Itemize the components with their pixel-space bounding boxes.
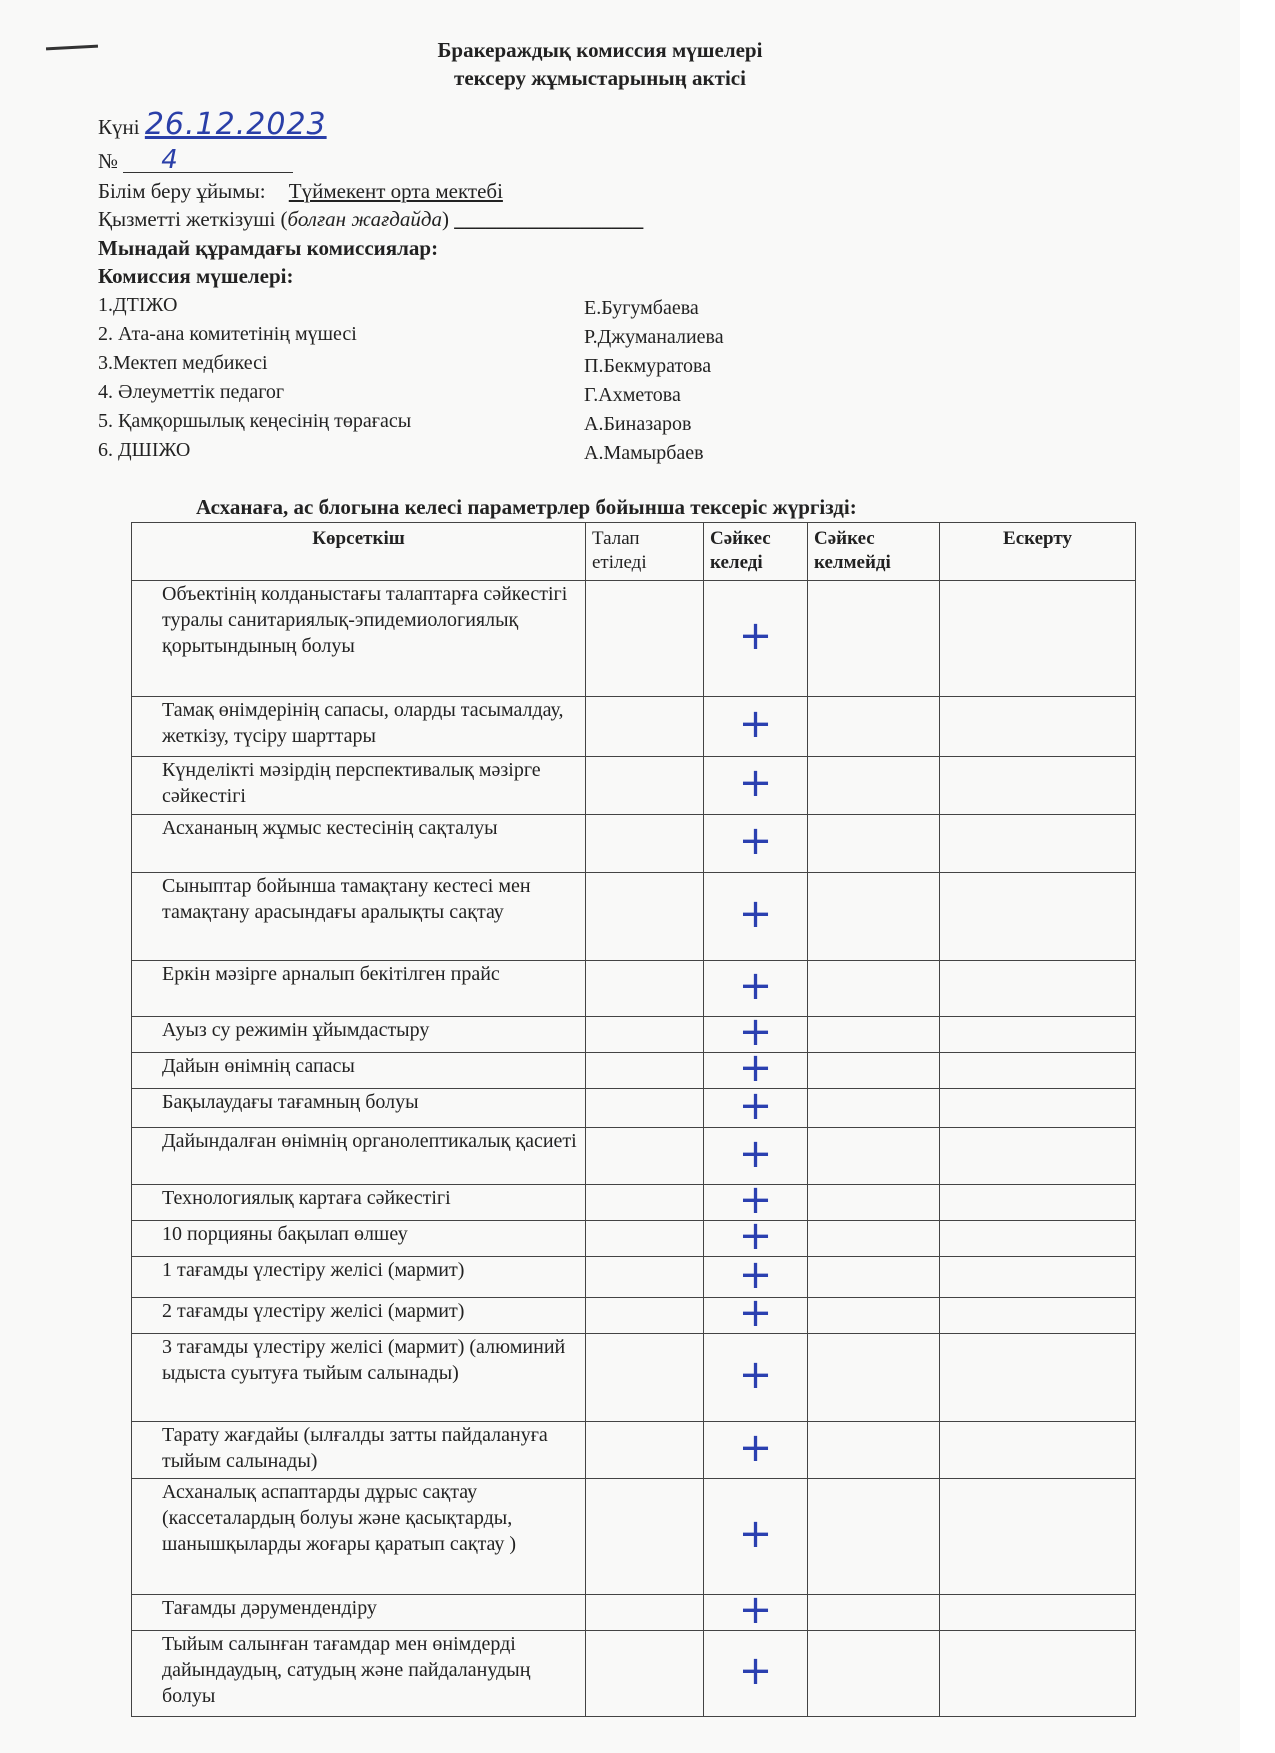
handwritten-plus-mark: + [738, 818, 773, 864]
noncompliant-cell [808, 1128, 940, 1185]
member-name-5: А.Биназаров [584, 413, 692, 435]
indicator-cell: 3 тағамды үлестіру желісі (мармит) (алюминий ыдыста суытуға тыйым салынады) [132, 1334, 586, 1422]
note-cell [940, 1298, 1136, 1334]
member-name-2: Р.Джуманалиева [584, 326, 724, 348]
indicator-cell: 10 порцияны бақылап өлшеу [132, 1221, 586, 1257]
handwritten-plus-mark: + [738, 1251, 773, 1298]
date-label: Күні [98, 115, 140, 139]
compliant-cell [704, 1082, 808, 1129]
noncompliant-cell [808, 1221, 940, 1257]
compliant-cell [704, 1631, 808, 1717]
supplier-italic: болған жағдайда [287, 207, 443, 231]
compliant-cell [704, 815, 808, 873]
note-cell [940, 873, 1136, 961]
required-cell [586, 581, 704, 697]
required-cell [586, 1257, 704, 1298]
note-cell [940, 1221, 1136, 1257]
noncompliant-cell [808, 1298, 940, 1334]
required-cell [586, 815, 704, 873]
indicator-cell: Тамақ өнімдерінің сапасы, оларды тасымалдау, жеткізу, түсіру шарттары [132, 697, 586, 757]
member-role-2: 2. Ата-ана комитетінің мүшесі [98, 323, 357, 345]
note-cell [940, 961, 1136, 1017]
indicator-cell: Еркін мәзірге арналып бекітілген прайс [132, 961, 586, 1017]
table-row [132, 1334, 1136, 1422]
required-cell [586, 1595, 704, 1631]
table-row [132, 1185, 1136, 1221]
noncompliant-cell [808, 815, 940, 873]
required-cell [586, 1185, 704, 1221]
note-cell [940, 1422, 1136, 1479]
compliant-cell [704, 697, 808, 757]
table-row [132, 1017, 1136, 1053]
supplier-close: ) [442, 207, 450, 231]
indicator-cell: Дайын өнімнің сапасы [132, 1053, 586, 1089]
handwritten-plus-mark: + [738, 1177, 773, 1223]
required-cell [586, 1221, 704, 1257]
indicator-cell: Дайындалған өнімнің органолептикалық қасиеті [132, 1128, 586, 1185]
note-cell [940, 1128, 1136, 1185]
compliant-cell [704, 1422, 808, 1479]
required-cell [586, 1298, 704, 1334]
note-cell [940, 1595, 1136, 1631]
required-cell [586, 1422, 704, 1479]
table-row [132, 697, 1136, 757]
noncompliant-cell [808, 1334, 940, 1422]
noncompliant-cell [808, 581, 940, 697]
handwritten-plus-mark: + [738, 1045, 773, 1091]
header-noncompliant: Сәйкес келмейді [808, 523, 940, 581]
table-row [132, 1128, 1136, 1185]
number-label: № [98, 149, 119, 173]
table-row [132, 1595, 1136, 1631]
table-row [132, 1631, 1136, 1717]
inspection-table [131, 522, 1136, 1717]
composition-label: Мынадай құрамдағы комиссиялар: [98, 236, 439, 260]
compliant-cell [704, 581, 808, 697]
note-cell [940, 1479, 1136, 1595]
table-row [132, 1089, 1136, 1128]
header-note: Ескерту [940, 523, 1136, 581]
required-cell [586, 1053, 704, 1089]
handwritten-plus-mark: + [738, 1424, 773, 1471]
table-row [132, 815, 1136, 873]
supplier-label: Қызметті жеткізуші ( [98, 207, 288, 231]
required-cell [586, 697, 704, 757]
indicator-cell: Асхананың жұмыс кестесінің сақталуы [132, 815, 586, 873]
compliant-cell [704, 1334, 808, 1422]
handwritten-plus-mark: + [738, 1511, 773, 1557]
handwritten-plus-mark: + [738, 1290, 773, 1336]
handwritten-plus-mark: + [738, 613, 773, 659]
note-cell [940, 757, 1136, 815]
compliant-cell [704, 1587, 808, 1633]
handwritten-plus-mark: + [738, 760, 773, 806]
supplier-blank: __________________ [454, 207, 644, 231]
handwritten-plus-mark: + [738, 1587, 773, 1633]
noncompliant-cell [808, 1053, 940, 1089]
number-line [98, 145, 293, 175]
indicator-cell: Тағамды дәрумендендіру [132, 1595, 586, 1631]
member-name-3: П.Бекмуратова [584, 355, 712, 377]
member-name-6: А.Мамырбаев [584, 442, 704, 464]
noncompliant-cell [808, 1595, 940, 1631]
required-cell [586, 1631, 704, 1717]
supplier-line [98, 206, 643, 232]
date-line [98, 107, 327, 142]
note-cell [940, 1053, 1136, 1089]
table-row [132, 757, 1136, 815]
note-cell [940, 697, 1136, 757]
noncompliant-cell [808, 961, 940, 1017]
page-edge [1240, 0, 1275, 1753]
indicator-cell: Асханалық аспаптарды дұрыс сақтау (кассеталардың болуы және қасықтарды, шанышқыларды жоғары қаратып сақтау ) [132, 1479, 586, 1595]
note-cell [940, 1185, 1136, 1221]
noncompliant-cell [808, 1479, 940, 1595]
handwritten-plus-mark: + [738, 891, 773, 937]
indicator-cell: Бақылаудағы тағамның болуы [132, 1089, 586, 1128]
compliant-cell [704, 1479, 808, 1595]
table-row [132, 581, 1136, 697]
handwritten-plus-mark: + [738, 1352, 773, 1398]
table-row [132, 961, 1136, 1017]
required-cell [586, 1089, 704, 1128]
table-row [132, 1053, 1136, 1089]
note-cell [940, 1089, 1136, 1128]
org-value: Түймекент орта мектебі [288, 179, 503, 203]
header-required: Талап етіледі [586, 523, 704, 581]
table-row [132, 1479, 1136, 1595]
member-name-1: Е.Бугумбаева [584, 297, 699, 319]
handwritten-plus-mark: + [738, 963, 773, 1009]
indicator-cell: 1 тағамды үлестіру желісі (мармит) [132, 1257, 586, 1298]
compliant-cell [704, 1290, 808, 1336]
table-row [132, 873, 1136, 961]
note-cell [940, 1257, 1136, 1298]
noncompliant-cell [808, 1089, 940, 1128]
noncompliant-cell [808, 1631, 940, 1717]
member-name-4: Г.Ахметова [584, 384, 681, 406]
note-cell [940, 1017, 1136, 1053]
table-row [132, 1221, 1136, 1257]
required-cell [586, 1479, 704, 1595]
noncompliant-cell [808, 1422, 940, 1479]
member-role-1: 1.ДТІЖО [98, 294, 178, 316]
required-cell [586, 873, 704, 961]
indicator-cell: Объектінің колданыстағы талаптарға сәйкестігі туралы санитариялық-эпидемиологиялық қорытындының болуы [132, 581, 586, 697]
indicator-cell: Күнделікті мәзірдің перспективалық мәзірге сәйкестігі [132, 757, 586, 815]
compliant-cell [704, 1128, 808, 1185]
table-row [132, 1298, 1136, 1334]
table-row [132, 1257, 1136, 1298]
members-label: Комиссия мүшелері: [98, 264, 294, 288]
required-cell [586, 1128, 704, 1185]
noncompliant-cell [808, 697, 940, 757]
date-handwritten: 26.12.2023 [144, 107, 327, 142]
title-line-2: тексеру жұмыстарының актісі [454, 66, 746, 90]
note-cell [940, 815, 1136, 873]
note-cell [940, 1334, 1136, 1422]
handwritten-plus-mark: + [738, 1009, 773, 1055]
member-role-3: 3.Мектеп медбикесі [98, 352, 268, 374]
compliant-cell [704, 757, 808, 815]
required-cell [586, 1334, 704, 1422]
required-cell [586, 1017, 704, 1053]
document-title [300, 36, 900, 92]
member-role-4: 4. Әлеуметтік педагог [98, 381, 285, 403]
org-label: Білім беру ұйымы: [98, 179, 266, 203]
header-indicator: Көрсеткіш [132, 523, 586, 581]
noncompliant-cell [808, 757, 940, 815]
header-compliant: Сәйкес келеді [704, 523, 808, 581]
note-cell [940, 581, 1136, 697]
member-role-6: 6. ДШІЖО [98, 439, 191, 461]
note-cell [940, 1631, 1136, 1717]
indicator-cell: Тарату жағдайы (ылғалды затты пайдалануға тыйым салынады) [132, 1422, 586, 1479]
indicator-cell: Технологиялық картаға сәйкестігі [132, 1185, 586, 1221]
indicator-cell: Сыныптар бойынша тамақтану кестесі мен тамақтану арасындағы аралықты сақтау [132, 873, 586, 961]
compliant-cell [704, 873, 808, 961]
handwritten-plus-mark: + [738, 1130, 773, 1177]
table-header-row [132, 523, 1136, 581]
noncompliant-cell [808, 1185, 940, 1221]
number-field [123, 145, 293, 175]
indicator-cell: Тыйым салынған тағамдар мен өнімдерді дайындаудың, сатудың және пайдаланудың болуы [132, 1631, 586, 1717]
noncompliant-cell [808, 1257, 940, 1298]
required-cell [586, 757, 704, 815]
indicator-cell: Ауыз су режимін ұйымдастыру [132, 1017, 586, 1053]
indicator-cell: 2 тағамды үлестіру желісі (мармит) [132, 1298, 586, 1334]
handwritten-plus-mark: + [738, 701, 773, 747]
handwritten-plus-mark: + [738, 1082, 773, 1129]
member-role-5: 5. Қамқоршылық кеңесінің төрағасы [98, 410, 412, 432]
org-line [98, 178, 503, 204]
noncompliant-cell [808, 1017, 940, 1053]
table-row [132, 1422, 1136, 1479]
handwritten-plus-mark: + [738, 1213, 773, 1259]
noncompliant-cell [808, 873, 940, 961]
required-cell [586, 961, 704, 1017]
number-handwritten: 4 [161, 145, 179, 175]
handwritten-plus-mark: + [738, 1648, 773, 1694]
section-title: Асханаға, ас блогына келесі параметрлер бойынша тексеріс жүргізді: [196, 495, 857, 519]
title-line-1: Бракераждық комиссия мүшелері [437, 38, 763, 62]
